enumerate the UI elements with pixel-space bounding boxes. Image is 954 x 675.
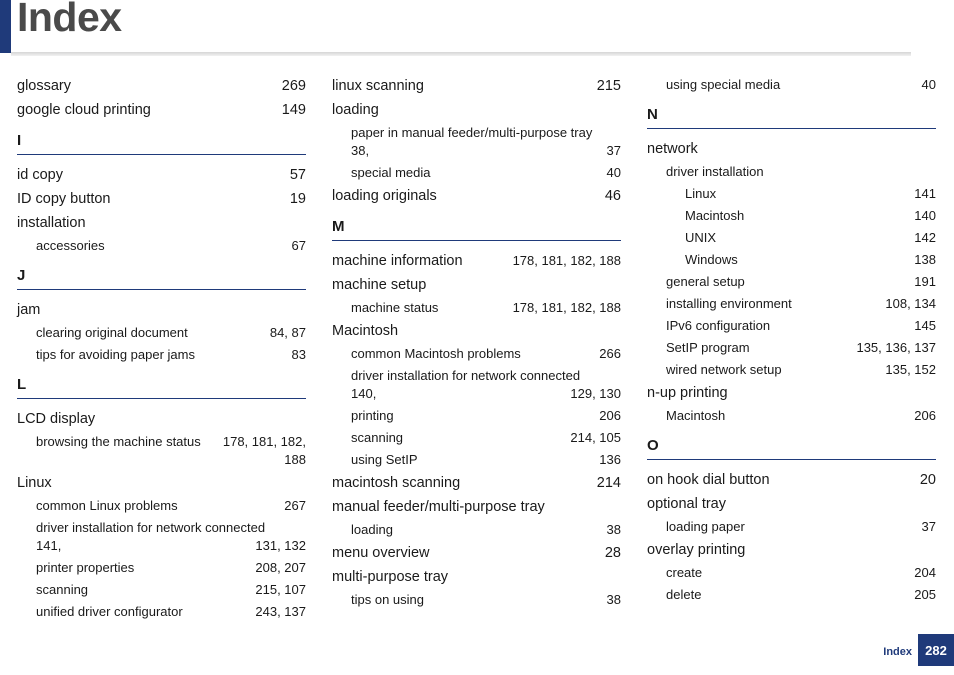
index-subentry <box>17 519 306 555</box>
entry-pages[interactable]: 267 <box>284 498 306 513</box>
entry-term: linux scanning <box>332 78 424 94</box>
entry-pages[interactable]: 20 <box>919 472 936 488</box>
index-heading <box>17 471 306 495</box>
entry-term: loading originals <box>332 188 437 204</box>
index-entry <box>332 74 621 98</box>
entry-pages[interactable]: 140 <box>914 208 936 223</box>
index-subentry <box>647 161 936 183</box>
index-subentry <box>647 315 936 337</box>
entry-term: accessories <box>36 238 105 253</box>
index-heading <box>17 298 306 322</box>
index-subentry <box>647 337 936 359</box>
entry-term: create <box>666 565 703 580</box>
entry-term: wired network setup <box>666 362 782 377</box>
header-accent-bar <box>0 0 11 53</box>
index-subentry <box>17 322 306 344</box>
entry-term: clearing original document <box>36 325 188 340</box>
entry-term: glossary <box>17 78 71 94</box>
entry-pages[interactable]: 28 <box>604 545 621 561</box>
index-subentry <box>17 433 306 469</box>
entry-term: loading <box>351 522 393 537</box>
entry-term: tips for avoiding paper jams <box>36 347 195 362</box>
footer-section-label: Index <box>883 646 912 658</box>
entry-term: network <box>647 141 698 157</box>
entry-pages[interactable]: 141, <box>36 538 62 553</box>
entry-pages[interactable]: 178, 181, 182, 188 <box>512 300 621 315</box>
index-heading <box>17 407 306 431</box>
entry-pages[interactable]: 136 <box>599 452 621 467</box>
entry-term: Linux <box>17 475 52 491</box>
entry-pages[interactable]: 215, 107 <box>255 582 306 597</box>
index-heading <box>332 565 621 589</box>
index-subsubentry <box>647 183 936 205</box>
index-subsubentry <box>647 205 936 227</box>
entry-term: general setup <box>666 274 745 289</box>
index-subentry <box>647 584 936 606</box>
index-subentry <box>332 405 621 427</box>
entry-term: Linux <box>685 186 717 201</box>
entry-term: Windows <box>685 252 738 267</box>
entry-pages[interactable]: 67 <box>291 238 306 253</box>
index-entry <box>332 541 621 565</box>
index-entry <box>17 98 306 122</box>
entry-pages[interactable]: 243, 137 <box>255 604 306 619</box>
entry-term: overlay printing <box>647 542 746 558</box>
entry-pages[interactable]: 191 <box>914 274 936 289</box>
index-heading <box>332 495 621 519</box>
entry-pages[interactable]: 269 <box>281 78 306 94</box>
entry-term: multi-purpose tray <box>332 569 449 585</box>
entry-term: n-up printing <box>647 385 728 401</box>
entry-term: SetIP program <box>666 340 750 355</box>
index-heading <box>647 492 936 516</box>
index-subentry <box>647 293 936 315</box>
entry-term: on hook dial button <box>647 472 770 488</box>
index-subentry <box>17 344 306 366</box>
index-subentry <box>332 449 621 471</box>
index-entry <box>17 163 306 187</box>
index-subentry <box>17 601 306 623</box>
index-subentry <box>332 589 621 611</box>
index-entry <box>647 468 936 492</box>
entry-pages[interactable]: 38 <box>606 592 621 607</box>
entry-pages[interactable]: 149 <box>281 102 306 118</box>
header-divider <box>11 52 911 56</box>
index-heading <box>332 319 621 343</box>
index-subentry <box>332 124 621 160</box>
index-subentry <box>17 579 306 601</box>
entry-term: ID copy button <box>17 191 111 207</box>
index-entry <box>332 249 621 273</box>
index-subentry <box>332 519 621 541</box>
entry-term: delete <box>666 587 702 602</box>
entry-term: machine information <box>332 253 463 269</box>
section-letter: J <box>17 267 306 290</box>
entry-term: id copy <box>17 167 63 183</box>
entry-term: Macintosh <box>685 208 745 223</box>
entry-term: loading <box>332 102 379 118</box>
section-letter: O <box>647 437 936 460</box>
entry-pages[interactable]: 204 <box>914 565 936 580</box>
entry-pages[interactable]: 266 <box>599 346 621 361</box>
entry-pages[interactable]: 57 <box>289 167 306 183</box>
entry-pages[interactable]: 37 <box>606 143 621 158</box>
entry-pages[interactable]: 145 <box>914 318 936 333</box>
index-subentry <box>332 343 621 365</box>
entry-pages[interactable]: 205 <box>914 587 936 602</box>
entry-term: menu overview <box>332 545 430 561</box>
entry-term: paper in manual feeder/multi-purpose tray <box>351 125 593 140</box>
entry-pages[interactable]: 215 <box>596 78 621 94</box>
entry-term: driver installation <box>666 164 764 179</box>
entry-term: macintosh scanning <box>332 475 461 491</box>
entry-pages[interactable]: 38 <box>606 522 621 537</box>
entry-pages[interactable]: 40 <box>606 165 621 180</box>
entry-term: scanning <box>36 582 89 597</box>
index-subentry <box>17 495 306 517</box>
entry-term: printing <box>351 408 394 423</box>
entry-pages[interactable]: 84, 87 <box>269 325 306 340</box>
index-subentry <box>17 557 306 579</box>
entry-term: machine status <box>351 300 439 315</box>
entry-pages[interactable]: 129, 130 <box>570 386 621 401</box>
entry-term: printer properties <box>36 560 135 575</box>
index-heading <box>332 98 621 122</box>
index-heading <box>332 273 621 297</box>
section-letter: I <box>17 132 306 155</box>
entry-pages[interactable]: 140, <box>351 386 377 401</box>
index-subentry <box>332 297 621 319</box>
section-letter: N <box>647 106 936 129</box>
index-entry <box>332 184 621 208</box>
entry-pages[interactable]: 19 <box>289 191 306 207</box>
index-column-3 <box>647 74 936 606</box>
entry-term: LCD display <box>17 411 96 427</box>
entry-pages[interactable]: 208, 207 <box>255 560 306 575</box>
entry-term: IPv6 configuration <box>666 318 771 333</box>
entry-pages[interactable]: 141 <box>914 186 936 201</box>
index-heading <box>647 137 936 161</box>
entry-term: UNIX <box>685 230 717 245</box>
index-subentry <box>647 74 936 96</box>
index-subentry <box>332 427 621 449</box>
index-subentry <box>332 162 621 184</box>
entry-pages[interactable]: 214, 105 <box>570 430 621 445</box>
entry-term: driver installation for network connected <box>36 520 266 535</box>
entry-term: machine setup <box>332 277 427 293</box>
section-letter: M <box>332 218 621 241</box>
entry-pages[interactable]: 206 <box>914 408 936 423</box>
entry-pages[interactable]: 214 <box>596 475 621 491</box>
index-heading <box>647 538 936 562</box>
entry-term: browsing the machine status <box>36 434 201 449</box>
entry-term: special media <box>351 165 431 180</box>
entry-term: tips on using <box>351 592 424 607</box>
section-letter: L <box>17 376 306 399</box>
entry-term: using SetIP <box>351 452 418 467</box>
entry-term: unified driver configurator <box>36 604 183 619</box>
index-subentry <box>647 405 936 427</box>
entry-term: installation <box>17 215 86 231</box>
entry-pages[interactable]: 178, 181, 182, <box>222 434 306 449</box>
entry-pages[interactable]: 138 <box>914 252 936 267</box>
entry-term: Macintosh <box>332 323 399 339</box>
index-subentry <box>17 235 306 257</box>
index-subentry <box>647 271 936 293</box>
entry-pages[interactable]: 108, 134 <box>885 296 936 311</box>
index-heading <box>17 211 306 235</box>
index-subentry <box>647 562 936 584</box>
entry-pages[interactable]: 178, 181, 182, 188 <box>512 253 621 268</box>
index-column-1 <box>17 74 306 623</box>
index-subentry <box>332 367 621 403</box>
entry-pages[interactable]: 188 <box>284 452 306 467</box>
entry-term: using special media <box>666 77 781 92</box>
entry-term: manual feeder/multi-purpose tray <box>332 499 545 515</box>
entry-term: scanning <box>351 430 404 445</box>
index-subentry <box>647 359 936 381</box>
entry-term: loading paper <box>666 519 745 534</box>
index-subentry <box>647 516 936 538</box>
entry-pages[interactable]: 38, <box>351 143 370 158</box>
entry-term: Macintosh <box>666 408 726 423</box>
index-entry <box>17 74 306 98</box>
entry-term: optional tray <box>647 496 726 512</box>
entry-pages[interactable]: 40 <box>921 77 936 92</box>
entry-pages[interactable]: 131, 132 <box>255 538 306 553</box>
entry-term: installing environment <box>666 296 792 311</box>
entry-pages[interactable]: 46 <box>604 188 621 204</box>
page-title: Index <box>17 0 122 40</box>
entry-term: common Macintosh problems <box>351 346 521 361</box>
index-heading <box>647 381 936 405</box>
entry-term: common Linux problems <box>36 498 178 513</box>
index-entry <box>17 187 306 211</box>
entry-term: google cloud printing <box>17 102 151 118</box>
entry-pages[interactable]: 37 <box>921 519 936 534</box>
entry-term: jam <box>17 302 41 318</box>
index-entry <box>332 471 621 495</box>
entry-pages[interactable]: 135, 136, 137 <box>856 340 936 355</box>
entry-pages[interactable]: 142 <box>914 230 936 245</box>
index-column-2 <box>332 74 621 611</box>
index-subsubentry <box>647 227 936 249</box>
entry-term: driver installation for network connected <box>351 368 581 383</box>
index-subsubentry <box>647 249 936 271</box>
page-number-badge: 282 <box>918 634 954 666</box>
entry-pages[interactable]: 206 <box>599 408 621 423</box>
entry-pages[interactable]: 135, 152 <box>885 362 936 377</box>
entry-pages[interactable]: 83 <box>291 347 306 362</box>
